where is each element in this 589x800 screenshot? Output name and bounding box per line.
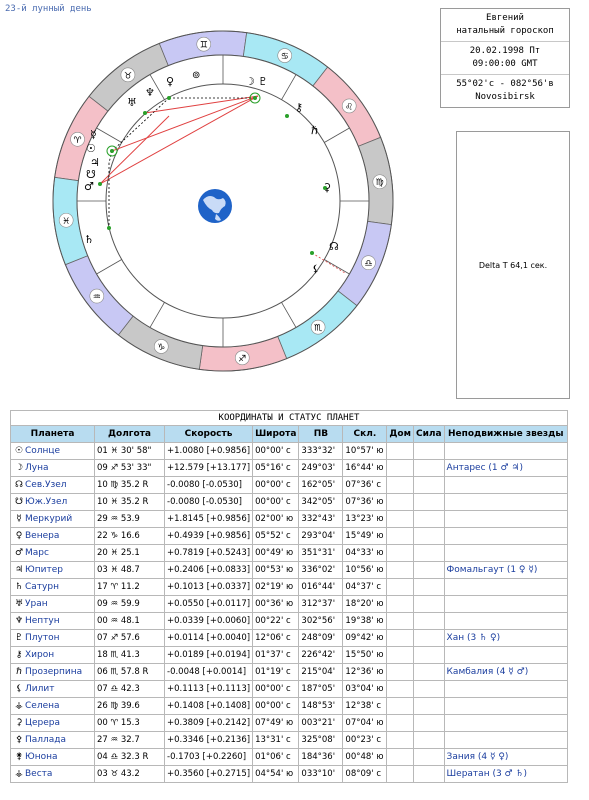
latitude-cell: 00°36' ю xyxy=(253,596,299,613)
col-header-longitude: Долгота xyxy=(95,426,165,443)
planet-cell[interactable] xyxy=(11,732,95,749)
sign-glyph-aquarius: ♒ xyxy=(92,292,101,303)
speed-cell: +0.2406 [+0.0833] xyxy=(165,562,253,579)
declination-cell: 15°49' ю xyxy=(343,528,387,545)
declination-cell: 18°20' ю xyxy=(343,596,387,613)
latitude-cell: 05°52' с xyxy=(253,528,299,545)
power-cell xyxy=(413,562,444,579)
planet-glyph-icon: ☉ xyxy=(14,446,24,456)
longitude-cell: 09 ♒ 59.9 xyxy=(95,596,165,613)
svg-text:☉: ☉ xyxy=(86,142,96,155)
table-row xyxy=(11,477,568,494)
house-cell xyxy=(387,443,414,460)
speed-cell: +0.1408 [+0.1408] xyxy=(165,698,253,715)
fixed-star-cell[interactable]: Фомальгаут (1 ♀ ☿) xyxy=(444,562,567,579)
earth-globe-icon xyxy=(198,189,232,223)
sign-glyph-leo: ♌ xyxy=(345,102,354,113)
sign-glyph-taurus: ♉ xyxy=(123,71,132,82)
speed-cell: +0.0339 [+0.0060] xyxy=(165,613,253,630)
planet-glyph-icon: ☿ xyxy=(16,514,22,524)
planet-name-link[interactable]: Солнце xyxy=(25,446,61,456)
speed-cell: +1.8145 [+0.9856] xyxy=(165,511,253,528)
ra-cell: 016°44' xyxy=(299,579,343,596)
planet-name-link[interactable]: Юж.Узел xyxy=(25,497,68,507)
declination-cell: 07°04' ю xyxy=(343,715,387,732)
svg-text:⊚: ⊚ xyxy=(192,70,201,81)
planet-cell[interactable] xyxy=(11,681,95,698)
longitude-cell: 27 ♒ 32.7 xyxy=(95,732,165,749)
fixed-star-cell[interactable]: Камбалия (4 ☿ ♂) xyxy=(444,664,567,681)
planet-name-link[interactable]: Юнона xyxy=(25,752,58,762)
speed-cell: +1.0080 [+0.9856] xyxy=(165,443,253,460)
longitude-cell: 26 ♍ 39.6 xyxy=(95,698,165,715)
planet-name-link[interactable]: Лилит xyxy=(25,684,55,694)
ra-cell: 003°21' xyxy=(299,715,343,732)
latitude-cell: 00°53' ю xyxy=(253,562,299,579)
power-cell xyxy=(413,630,444,647)
house-cell xyxy=(387,494,414,511)
longitude-cell: 10 ♓ 35.2 R xyxy=(95,494,165,511)
latitude-cell: 00°00' с xyxy=(253,494,299,511)
natal-chart-wheel xyxy=(50,28,396,374)
table-row xyxy=(11,511,568,528)
planet-glyph-icon: ♆ xyxy=(14,616,24,626)
planet-name-link[interactable]: Луна xyxy=(25,463,49,473)
speed-cell: +0.0114 [+0.0040] xyxy=(165,630,253,647)
ra-cell: 162°05' xyxy=(299,477,343,494)
table-row xyxy=(11,494,568,511)
planet-name-link[interactable]: Прозерпина xyxy=(25,667,83,677)
house-cell xyxy=(387,766,414,783)
house-cell xyxy=(387,596,414,613)
planet-cell[interactable] xyxy=(11,766,95,783)
birth-city: Novosibirsk xyxy=(475,92,535,102)
latitude-cell: 13°31' с xyxy=(253,732,299,749)
longitude-cell: 17 ♈ 11.2 xyxy=(95,579,165,596)
power-cell xyxy=(413,477,444,494)
fixed-star-cell xyxy=(444,596,567,613)
declination-cell: 12°38' с xyxy=(343,698,387,715)
fixed-star-cell xyxy=(444,579,567,596)
longitude-cell: 20 ♓ 25.1 xyxy=(95,545,165,562)
planet-glyph-icon: ☋ xyxy=(15,497,23,507)
planet-name-link[interactable]: Сев.Узел xyxy=(25,480,67,490)
svg-text:⚷: ⚷ xyxy=(295,101,304,114)
longitude-cell: 06 ♏ 57.8 R xyxy=(95,664,165,681)
planet-name-link[interactable]: Паллада xyxy=(25,735,67,745)
latitude-cell: 02°00' ю xyxy=(253,511,299,528)
power-cell xyxy=(413,647,444,664)
house-cell xyxy=(387,477,414,494)
ra-cell: 336°02' xyxy=(299,562,343,579)
ra-cell: 148°53' xyxy=(299,698,343,715)
planet-name-link[interactable]: Венера xyxy=(25,531,60,541)
sign-glyph-pisces: ♓ xyxy=(62,216,71,227)
longitude-cell: 29 ♒ 53.9 xyxy=(95,511,165,528)
planet-name-link[interactable]: Сатурн xyxy=(25,582,59,592)
latitude-cell: 07°49' ю xyxy=(253,715,299,732)
speed-cell: -0.0080 [-0.0530] xyxy=(165,494,253,511)
svg-text:⚳: ⚳ xyxy=(323,181,332,194)
table-row xyxy=(11,630,568,647)
svg-text:♄: ♄ xyxy=(84,233,94,246)
table-row xyxy=(11,647,568,664)
table-row xyxy=(11,732,568,749)
power-cell xyxy=(413,579,444,596)
planet-cell[interactable] xyxy=(11,511,95,528)
planet-name-link[interactable]: Веста xyxy=(25,769,53,779)
latitude-cell: 00°00' с xyxy=(253,443,299,460)
planet-glyph-icon: ⚶ xyxy=(15,769,23,779)
planet-cell[interactable] xyxy=(11,545,95,562)
ra-cell: 226°42' xyxy=(299,647,343,664)
fixed-star-cell xyxy=(444,613,567,630)
speed-cell: +0.1113 [+0.1113] xyxy=(165,681,253,698)
svg-text:♃: ♃ xyxy=(90,156,100,169)
planet-cell[interactable] xyxy=(11,579,95,596)
latitude-cell: 05°16' с xyxy=(253,460,299,477)
ra-cell: 248°09' xyxy=(299,630,343,647)
power-cell xyxy=(413,613,444,630)
power-cell xyxy=(413,511,444,528)
house-cell xyxy=(387,460,414,477)
planet-glyph-icon: ♀ xyxy=(15,531,23,541)
latitude-cell: 00°49' ю xyxy=(253,545,299,562)
planet-cell[interactable] xyxy=(11,749,95,766)
latitude-cell: 04°54' ю xyxy=(253,766,299,783)
house-cell xyxy=(387,698,414,715)
house-cell xyxy=(387,681,414,698)
planet-glyph-icon: ⚶ xyxy=(15,701,23,711)
power-cell xyxy=(413,681,444,698)
table-caption: КООРДИНАТЫ И СТАТУС ПЛАНЕТ xyxy=(10,410,568,425)
chart-subtitle: натальный гороскоп xyxy=(456,26,554,36)
planet-glyph-icon: ⚴ xyxy=(15,735,23,745)
sign-glyph-scorpio: ♏ xyxy=(314,323,323,334)
ra-cell: 033°10' xyxy=(299,766,343,783)
table-row xyxy=(11,579,568,596)
ra-cell: 215°04' xyxy=(299,664,343,681)
table-row xyxy=(11,596,568,613)
latitude-cell: 01°19' с xyxy=(253,664,299,681)
declination-cell: 08°09' с xyxy=(343,766,387,783)
planet-cell[interactable] xyxy=(11,528,95,545)
planet-cell[interactable] xyxy=(11,647,95,664)
svg-text:♂: ♂ xyxy=(84,180,94,193)
fixed-star-cell xyxy=(444,715,567,732)
house-cell xyxy=(387,749,414,766)
planet-name-link[interactable]: Плутон xyxy=(25,633,60,643)
col-header-house: Дом xyxy=(387,426,414,443)
chart-info-box xyxy=(440,8,570,108)
fixed-star-cell xyxy=(444,443,567,460)
table-row xyxy=(11,766,568,783)
planet-glyph-icon: ⚷ xyxy=(15,650,23,660)
power-cell xyxy=(413,494,444,511)
house-cell xyxy=(387,613,414,630)
declination-cell: 03°04' ю xyxy=(343,681,387,698)
planet-cell[interactable] xyxy=(11,664,95,681)
house-cell xyxy=(387,630,414,647)
col-header-latitude: Широта xyxy=(253,426,299,443)
speed-cell: +0.0189 [+0.0194] xyxy=(165,647,253,664)
planet-cell[interactable] xyxy=(11,460,95,477)
planet-cell[interactable] xyxy=(11,443,95,460)
fixed-star-cell[interactable]: Антарес (1 ♂ ♃) xyxy=(444,460,567,477)
longitude-cell: 07 ♐ 57.6 xyxy=(95,630,165,647)
planet-name-link[interactable]: Марс xyxy=(25,548,49,558)
col-header-power: Сила xyxy=(413,426,444,443)
fixed-star-cell[interactable]: Зания (4 ☿ ♀) xyxy=(444,749,567,766)
planet-coordinates-table xyxy=(10,410,568,783)
planet-cell[interactable] xyxy=(11,494,95,511)
declination-cell: 12°36' ю xyxy=(343,664,387,681)
latitude-cell: 00°00' с xyxy=(253,681,299,698)
sign-glyph-gemini: ♊ xyxy=(199,40,208,51)
table-row xyxy=(11,443,568,460)
svg-text:ℏ: ℏ xyxy=(311,124,318,137)
declination-cell: 10°56' ю xyxy=(343,562,387,579)
fixed-star-cell[interactable]: Шератан (3 ♂ ♄) xyxy=(444,766,567,783)
table-row xyxy=(11,562,568,579)
birth-coords: 55°02'с - 082°56'в xyxy=(456,79,554,89)
speed-cell: +0.7819 [+0.5243] xyxy=(165,545,253,562)
planet-name-link[interactable]: Хирон xyxy=(25,650,55,660)
table-row xyxy=(11,613,568,630)
col-header-planet: Планета xyxy=(11,426,95,443)
declination-cell: 09°42' ю xyxy=(343,630,387,647)
longitude-cell: 07 ♎ 42.3 xyxy=(95,681,165,698)
table-row xyxy=(11,545,568,562)
planet-glyph-icon: ☊ xyxy=(15,480,23,490)
planet-glyph-icon: ☽ xyxy=(14,463,24,473)
delta-t-box xyxy=(456,131,570,399)
planet-name-link[interactable]: Нептун xyxy=(25,616,60,626)
ra-cell: 312°37' xyxy=(299,596,343,613)
latitude-cell: 00°00' с xyxy=(253,698,299,715)
house-cell xyxy=(387,562,414,579)
sign-glyph-virgo: ♍ xyxy=(375,178,384,189)
planet-glyph-icon: ♇ xyxy=(14,633,24,643)
declination-cell: 19°38' ю xyxy=(343,613,387,630)
power-cell xyxy=(413,749,444,766)
speed-cell: +0.0550 [+0.0117] xyxy=(165,596,253,613)
planet-glyph-icon: ⚵ xyxy=(15,752,23,762)
speed-cell: +0.1013 [+0.0337] xyxy=(165,579,253,596)
table-row xyxy=(11,681,568,698)
ra-cell: 184°36' xyxy=(299,749,343,766)
ra-cell: 333°32' xyxy=(299,443,343,460)
planet-name-link[interactable]: Юпитер xyxy=(25,565,63,575)
longitude-cell: 03 ♓ 48.7 xyxy=(95,562,165,579)
longitude-cell: 09 ♐ 53' 33" xyxy=(95,460,165,477)
longitude-cell: 18 ♏ 41.3 xyxy=(95,647,165,664)
planet-cell[interactable] xyxy=(11,715,95,732)
table-row xyxy=(11,749,568,766)
svg-text:♀: ♀ xyxy=(166,75,175,88)
house-cell xyxy=(387,664,414,681)
declination-cell: 13°23' ю xyxy=(343,511,387,528)
person-name: Евгений xyxy=(486,13,524,23)
longitude-cell: 03 ♉ 43.2 xyxy=(95,766,165,783)
speed-cell: +0.3346 [+0.2136] xyxy=(165,732,253,749)
planet-glyph-icon: ♄ xyxy=(14,582,24,592)
svg-text:♇: ♇ xyxy=(258,75,268,88)
declination-cell: 00°23' с xyxy=(343,732,387,749)
planet-cell[interactable] xyxy=(11,613,95,630)
power-cell xyxy=(413,664,444,681)
declination-cell: 07°36' ю xyxy=(343,494,387,511)
table-header-row xyxy=(11,426,568,443)
ra-cell: 342°05' xyxy=(299,494,343,511)
fixed-star-cell xyxy=(444,511,567,528)
power-cell xyxy=(413,732,444,749)
declination-cell: 16°44' ю xyxy=(343,460,387,477)
house-cell xyxy=(387,732,414,749)
longitude-cell: 10 ♍ 35.2 R xyxy=(95,477,165,494)
declination-cell: 04°33' ю xyxy=(343,545,387,562)
house-cell xyxy=(387,579,414,596)
planet-cell[interactable] xyxy=(11,596,95,613)
col-header-declination: Скл. xyxy=(343,426,387,443)
longitude-cell: 00 ♈ 15.3 xyxy=(95,715,165,732)
svg-text:⚸: ⚸ xyxy=(312,264,320,275)
lunar-day-label: 23-й лунный день xyxy=(5,4,92,14)
ra-cell: 351°31' xyxy=(299,545,343,562)
latitude-cell: 02°19' ю xyxy=(253,579,299,596)
speed-cell: +0.4939 [+0.9856] xyxy=(165,528,253,545)
planet-glyph-icon: ♂ xyxy=(14,548,24,558)
planet-name-link[interactable]: Уран xyxy=(25,599,48,609)
speed-cell: +0.3809 [+0.2142] xyxy=(165,715,253,732)
svg-text:☿: ☿ xyxy=(90,128,97,141)
fixed-star-cell xyxy=(444,732,567,749)
table-row xyxy=(11,698,568,715)
house-cell xyxy=(387,528,414,545)
svg-text:☋: ☋ xyxy=(86,168,96,181)
planet-glyph-icon: ⚸ xyxy=(15,684,23,694)
power-cell xyxy=(413,443,444,460)
speed-cell: +12.579 [+13.177] xyxy=(165,460,253,477)
declination-cell: 04°37' с xyxy=(343,579,387,596)
power-cell xyxy=(413,698,444,715)
planet-glyph-icon: ⚳ xyxy=(15,718,23,728)
fixed-star-cell xyxy=(444,494,567,511)
house-cell xyxy=(387,647,414,664)
svg-text:♆: ♆ xyxy=(145,86,155,99)
power-cell xyxy=(413,460,444,477)
house-cell xyxy=(387,545,414,562)
ra-cell: 293°04' xyxy=(299,528,343,545)
fixed-star-cell xyxy=(444,698,567,715)
fixed-star-cell[interactable]: Хан (3 ♄ ♀) xyxy=(444,630,567,647)
planet-cell[interactable] xyxy=(11,630,95,647)
latitude-cell: 00°00' с xyxy=(253,477,299,494)
birth-date: 20.02.1998 Пт xyxy=(469,46,541,56)
ra-cell: 249°03' xyxy=(299,460,343,477)
declination-cell: 15°50' ю xyxy=(343,647,387,664)
table-row xyxy=(11,460,568,477)
fixed-star-cell xyxy=(444,647,567,664)
planet-name-link[interactable]: Селена xyxy=(25,701,60,711)
planet-cell[interactable] xyxy=(11,698,95,715)
fixed-star-cell xyxy=(444,477,567,494)
power-cell xyxy=(413,528,444,545)
declination-cell: 00°48' ю xyxy=(343,749,387,766)
col-header-ra: ПВ xyxy=(299,426,343,443)
latitude-cell: 00°22' с xyxy=(253,613,299,630)
table-row xyxy=(11,664,568,681)
longitude-cell: 01 ♓ 30' 58" xyxy=(95,443,165,460)
speed-cell: -0.1703 [+0.2260] xyxy=(165,749,253,766)
house-cell xyxy=(387,715,414,732)
ra-cell: 187°05' xyxy=(299,681,343,698)
ra-cell: 302°56' xyxy=(299,613,343,630)
power-cell xyxy=(413,766,444,783)
planet-cell[interactable] xyxy=(11,562,95,579)
sign-glyph-aries: ♈ xyxy=(73,135,82,146)
planet-name-link[interactable]: Церера xyxy=(25,718,61,728)
svg-text:☊: ☊ xyxy=(329,240,339,253)
planet-glyph-icon: ♃ xyxy=(14,565,24,575)
longitude-cell: 22 ♑ 16.6 xyxy=(95,528,165,545)
ra-cell: 325°08' xyxy=(299,732,343,749)
longitude-cell: 00 ♒ 48.1 xyxy=(95,613,165,630)
speed-cell: +0.3560 [+0.2715] xyxy=(165,766,253,783)
table-row xyxy=(11,528,568,545)
col-header-speed: Скорость xyxy=(165,426,253,443)
fixed-star-cell xyxy=(444,545,567,562)
sign-glyph-libra: ♎ xyxy=(364,259,373,270)
power-cell xyxy=(413,545,444,562)
speed-cell: -0.0080 [-0.0530] xyxy=(165,477,253,494)
latitude-cell: 12°06' с xyxy=(253,630,299,647)
power-cell xyxy=(413,715,444,732)
power-cell xyxy=(413,596,444,613)
sign-glyph-capricorn: ♑ xyxy=(157,342,166,353)
sign-glyph-cancer: ♋ xyxy=(280,52,289,63)
col-header-fixed-stars: Неподвижные звезды xyxy=(444,426,567,443)
speed-cell: -0.0048 [+0.0014] xyxy=(165,664,253,681)
latitude-cell: 01°06' с xyxy=(253,749,299,766)
planet-cell[interactable] xyxy=(11,477,95,494)
fixed-star-cell xyxy=(444,681,567,698)
fixed-star-cell xyxy=(444,528,567,545)
longitude-cell: 04 ♎ 32.3 R xyxy=(95,749,165,766)
svg-text:♅: ♅ xyxy=(127,96,137,109)
house-cell xyxy=(387,511,414,528)
declination-cell: 10°57' ю xyxy=(343,443,387,460)
sign-glyph-sagittarius: ♐ xyxy=(238,354,247,365)
planet-glyph-icon: ℏ xyxy=(16,667,22,677)
svg-text:☽: ☽ xyxy=(245,75,255,88)
birth-time: 09:00:00 GMT xyxy=(472,59,538,69)
ra-cell: 332°43' xyxy=(299,511,343,528)
delta-t-label: Delta T 64,1 сек. xyxy=(478,260,548,270)
table-row xyxy=(11,715,568,732)
declination-cell: 07°36' с xyxy=(343,477,387,494)
planet-glyph-icon: ♅ xyxy=(14,599,24,609)
latitude-cell: 01°37' с xyxy=(253,647,299,664)
planet-name-link[interactable]: Меркурий xyxy=(25,514,73,524)
